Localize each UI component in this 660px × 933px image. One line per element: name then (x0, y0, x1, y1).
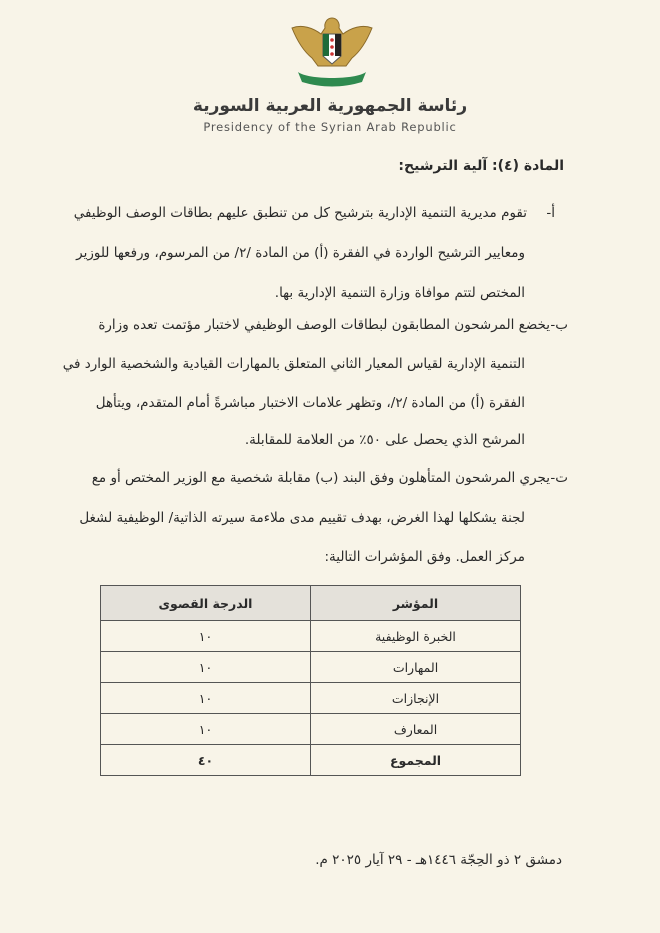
presidency-title-english: Presidency of the Syrian Arab Republic (203, 120, 457, 134)
total-score-cell: ٤٠ (101, 745, 311, 776)
article-heading: المادة (٤): آلية الترشيح: (398, 158, 564, 174)
table-total-row (101, 745, 521, 776)
emblem (288, 14, 376, 88)
table-row (101, 683, 521, 714)
score-cell: ١٠ (101, 683, 311, 714)
clause-line: لجنة يشكلها لهذا الغرض، بهدف تقييم مدى ملاءمة سيرته الذاتية/ الوظيفية لشغل (79, 510, 525, 526)
indicator-cell: الإنجازات (311, 683, 521, 714)
date-line: دمشق ٢ ذو الحِجّة ١٤٤٦هـ - ٢٩ آيار ٢٠٢٥ م. (315, 852, 562, 868)
indicator-cell: المهارات (311, 652, 521, 683)
clause-marker: ت- (550, 470, 568, 486)
clause-line: ومعايير الترشيح الواردة في الفقرة (أ) من المادة /٢/ من المرسوم، ورفعها للوزير (76, 245, 525, 261)
clause-marker: ب- (550, 317, 568, 333)
eagle-emblem-icon (288, 14, 376, 88)
clause-line: المختص لتتم موافاة وزارة التنمية الإدارية بها. (274, 285, 525, 301)
column-header-max-score: الدرجة القصوى (101, 586, 311, 621)
indicator-cell: الخبرة الوظيفية (311, 621, 521, 652)
total-label-cell: المجموع (311, 745, 521, 776)
clause-line: يجري المرشحون المتأهلون وفق البند (ب) مقابلة شخصية مع الوزير المختص أو مع (91, 470, 550, 486)
score-cell: ١٠ (101, 714, 311, 745)
clause-line: تقوم مديرية التنمية الإدارية بترشيح كل من تنطبق عليهم بطاقات الوصف الوظيفي (73, 205, 527, 221)
clause-line: الفقرة (أ) من المادة /٢/، وتظهر علامات الاختبار مباشرةً أمام المتقدم، ويتأهل (95, 395, 525, 411)
table-row (101, 714, 521, 745)
clause-marker: أ- (546, 205, 555, 221)
column-header-indicator: المؤشر (311, 586, 521, 621)
table-row (101, 621, 521, 652)
clause-line: المرشح الذي يحصل على ٥٠٪ من العلامة للمقابلة. (244, 432, 525, 448)
indicator-cell: المعارف (311, 714, 521, 745)
clause-line: التنمية الإدارية لقياس المعيار الثاني المتعلق بالمهارات القيادية والشخصية الوارد في (62, 356, 525, 372)
score-cell: ١٠ (101, 652, 311, 683)
presidency-title-arabic: رئاسة الجمهورية العربية السورية (192, 96, 468, 116)
score-cell: ١٠ (101, 621, 311, 652)
table-header-row (101, 586, 521, 621)
indicators-table (100, 585, 521, 776)
table-row (101, 652, 521, 683)
clause-line: مركز العمل. وفق المؤشرات التالية: (324, 549, 525, 565)
clause-line: يخضع المرشحون المطابقون لبطاقات الوصف الوظيفي لاختبار مؤتمت تعده وزارة (98, 317, 550, 333)
